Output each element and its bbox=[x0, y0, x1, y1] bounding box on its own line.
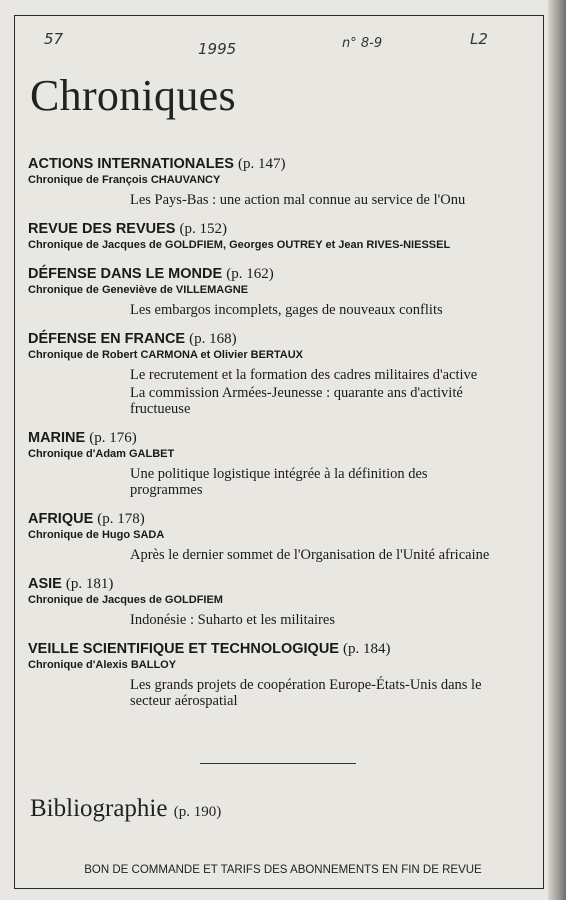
handwritten-note-issue: n° 8-9 bbox=[342, 36, 383, 51]
chronicle-heading-line bbox=[28, 330, 528, 348]
chronicle-heading-line bbox=[28, 265, 528, 283]
chronicle-page-ref: (p. 147) bbox=[237, 156, 286, 172]
chronicle-heading: ASIE bbox=[28, 576, 62, 592]
chronicle-entry bbox=[28, 575, 528, 628]
chronicle-heading: DÉFENSE DANS LE MONDE bbox=[28, 266, 223, 282]
bibliography-heading bbox=[30, 795, 221, 823]
page-edge-shadow bbox=[548, 0, 566, 900]
chronicle-heading-line bbox=[28, 510, 528, 528]
handwritten-note-left: 57 bbox=[44, 30, 64, 48]
article-title: Après le dernier sommet de l'Organisation de l'Unité africaine bbox=[130, 547, 490, 563]
handwritten-note-far-right: L2 bbox=[470, 30, 488, 48]
chronicle-heading-line bbox=[28, 429, 528, 447]
chronicle-author: Chronique de Robert CARMONA et Olivier BERTAUX bbox=[28, 349, 304, 361]
chronicle-heading-line bbox=[28, 640, 528, 658]
chronicle-page-ref: (p. 176) bbox=[89, 430, 137, 446]
chronicle-entry bbox=[28, 510, 528, 563]
article-title: La commission Armées-Jeunesse : quarante ans d'activité fructueuse bbox=[130, 385, 463, 417]
chronicle-heading-line bbox=[28, 575, 528, 593]
chronicle-page-ref: (p. 162) bbox=[226, 266, 274, 282]
chronicle-author: Chronique de Jacques de GOLDFIEM bbox=[28, 594, 223, 606]
chronicle-entry bbox=[28, 220, 528, 253]
article-title: Les embargos incomplets, gages de nouveaux conflits bbox=[130, 302, 443, 318]
chronicle-heading: MARINE bbox=[28, 430, 86, 446]
chronicle-entry bbox=[28, 429, 528, 498]
chronicle-author: Chronique d'Adam GALBET bbox=[28, 448, 175, 460]
chronicle-author: Chronique de Hugo SADA bbox=[28, 529, 165, 541]
chronicle-heading: DÉFENSE EN FRANCE bbox=[28, 331, 186, 347]
chronicle-heading: AFRIQUE bbox=[28, 511, 94, 527]
chronicle-heading: VEILLE SCIENTIFIQUE ET TECHNOLOGIQUE bbox=[28, 641, 339, 657]
bibliography-title: Bibliographie bbox=[30, 795, 168, 822]
article-title: Le recrutement et la formation des cadres militaires d'active bbox=[130, 367, 478, 383]
chronicle-heading-line bbox=[28, 155, 528, 173]
chronicle-page-ref: (p. 184) bbox=[343, 641, 391, 657]
chronicle-author: Chronique de Geneviève de VILLEMAGNE bbox=[28, 284, 249, 296]
handwritten-note-year: 1995 bbox=[198, 40, 237, 58]
chronicle-author: Chronique de Jacques de GOLDFIEM, Georges OUTREY et Jean RIVES-NIESSEL bbox=[28, 239, 451, 251]
chronicle-author: Chronique de François CHAUVANCY bbox=[28, 174, 221, 186]
subscription-footer: BON DE COMMANDE ET TARIFS DES ABONNEMENTS EN FIN DE REVUE bbox=[84, 864, 482, 876]
article-title: Une politique logistique intégrée à la définition des programmes bbox=[130, 466, 428, 498]
chronicle-entry bbox=[28, 265, 528, 318]
page-title: Chroniques bbox=[30, 71, 236, 120]
chronicle-entry bbox=[28, 330, 528, 417]
article-title: Les grands projets de coopération Europe-États-Unis dans le secteur aérospatial bbox=[130, 677, 482, 709]
chronicle-heading-line bbox=[28, 220, 528, 238]
article-title: Indonésie : Suharto et les militaires bbox=[130, 612, 335, 628]
bibliography-page-ref: (p. 190) bbox=[173, 804, 222, 820]
section-divider bbox=[200, 763, 356, 764]
chronicle-author: Chronique d'Alexis BALLOY bbox=[28, 659, 177, 671]
chronicle-page-ref: (p. 181) bbox=[65, 576, 114, 592]
chronicle-heading: REVUE DES REVUES bbox=[28, 221, 176, 237]
chronicle-heading: ACTIONS INTERNATIONALES bbox=[28, 156, 234, 172]
chronicle-page-ref: (p. 168) bbox=[189, 331, 237, 347]
chronicle-list bbox=[28, 155, 528, 721]
chronicle-entry bbox=[28, 155, 528, 208]
article-title: Les Pays-Bas : une action mal connue au service de l'Onu bbox=[130, 192, 466, 208]
chronicle-page-ref: (p. 152) bbox=[179, 221, 227, 237]
chronicle-page-ref: (p. 178) bbox=[97, 511, 145, 527]
chronicle-entry bbox=[28, 640, 528, 709]
